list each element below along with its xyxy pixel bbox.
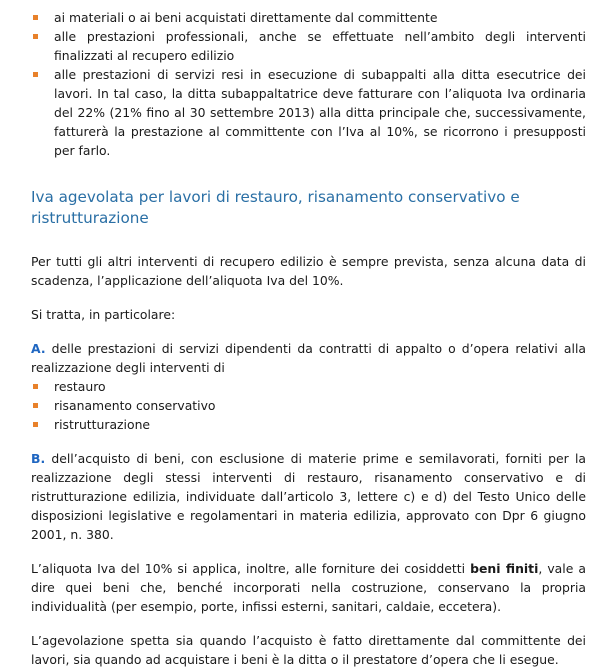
point-a-paragraph (31, 339, 586, 377)
section-heading: Iva agevolata per lavori di restauro, risanamento conservativo e ristrutturazione (31, 188, 520, 227)
square-bullet-icon (33, 384, 38, 389)
list-item: alle prestazioni di servizi resi in esecuzione di subappalti alla ditta esecutrice dei lavori. In tal caso, la ditta subappaltatrice deve fatturare con l’aliquota Iva ordinaria del 22% (21% fino al 30 settembre 2013) alla ditta principale che, successivamente, fatturerà la prestazione al committente con l’Iva al 10%, se ricorrono i presupposti per farlo. (31, 65, 586, 160)
point-b-text: dell’acquisto di beni, con esclusione di materie prime e semilavorati, forniti per la realizzazione degli stessi interventi di restauro, risanamento conservativo e di ristrutturazione edilizia, individuate dall’articolo 3, lettere c) e d) del Testo Unico delle disposizioni legislative e regolamentari in materia edilizia, approvato con Dpr 6 giugno 2001, n. 380. (31, 451, 586, 542)
point-a-list (31, 377, 586, 434)
si-tratta-paragraph: Si tratta, in particolare: (31, 307, 176, 322)
list-item: restauro (31, 377, 586, 396)
point-a-text: delle prestazioni di servizi dipendenti da contratti di appalto o d’opera relativi alla realizzazione degli interventi di (31, 341, 586, 375)
agevolazione-paragraph: L’agevolazione spetta sia quando l’acquisto è fatto direttamente dal committente dei lavori, sia quando ad acquistare i beni è la ditta o il prestatore d’opera che li esegue. (31, 633, 586, 667)
top-bullet-list (31, 0, 586, 160)
list-item: alle prestazioni professionali, anche se effettuate nell’ambito degli interventi finalizzati al recupero edilizio (31, 27, 586, 65)
square-bullet-icon (33, 72, 38, 77)
beni-finiti-bold: beni finiti (470, 561, 539, 576)
intro-paragraph: Per tutti gli altri interventi di recupero edilizio è sempre prevista, senza alcuna data di scadenza, l’applicazione dell’aliquota Iva del 10%. (31, 254, 586, 288)
list-item: ristrutturazione (31, 415, 586, 434)
point-a-letter: A. (31, 341, 46, 356)
square-bullet-icon (33, 34, 38, 39)
point-b-letter: B. (31, 451, 46, 466)
list-item: risanamento conservativo (31, 396, 586, 415)
point-b-paragraph (31, 449, 586, 544)
list-item: ai materiali o ai beni acquistati direttamente dal committente (31, 8, 586, 27)
square-bullet-icon (33, 422, 38, 427)
square-bullet-icon (33, 403, 38, 408)
square-bullet-icon (33, 15, 38, 20)
aliquota-paragraph: L’aliquota Iva del 10% si applica, inoltre, alle forniture dei cosiddetti beni finiti, vale a dire quei beni che, benché incorporati nella costruzione, conservano la propria individualità (per esempio, porte, infissi esterni, sanitari, caldaie, eccetera). (31, 561, 586, 614)
